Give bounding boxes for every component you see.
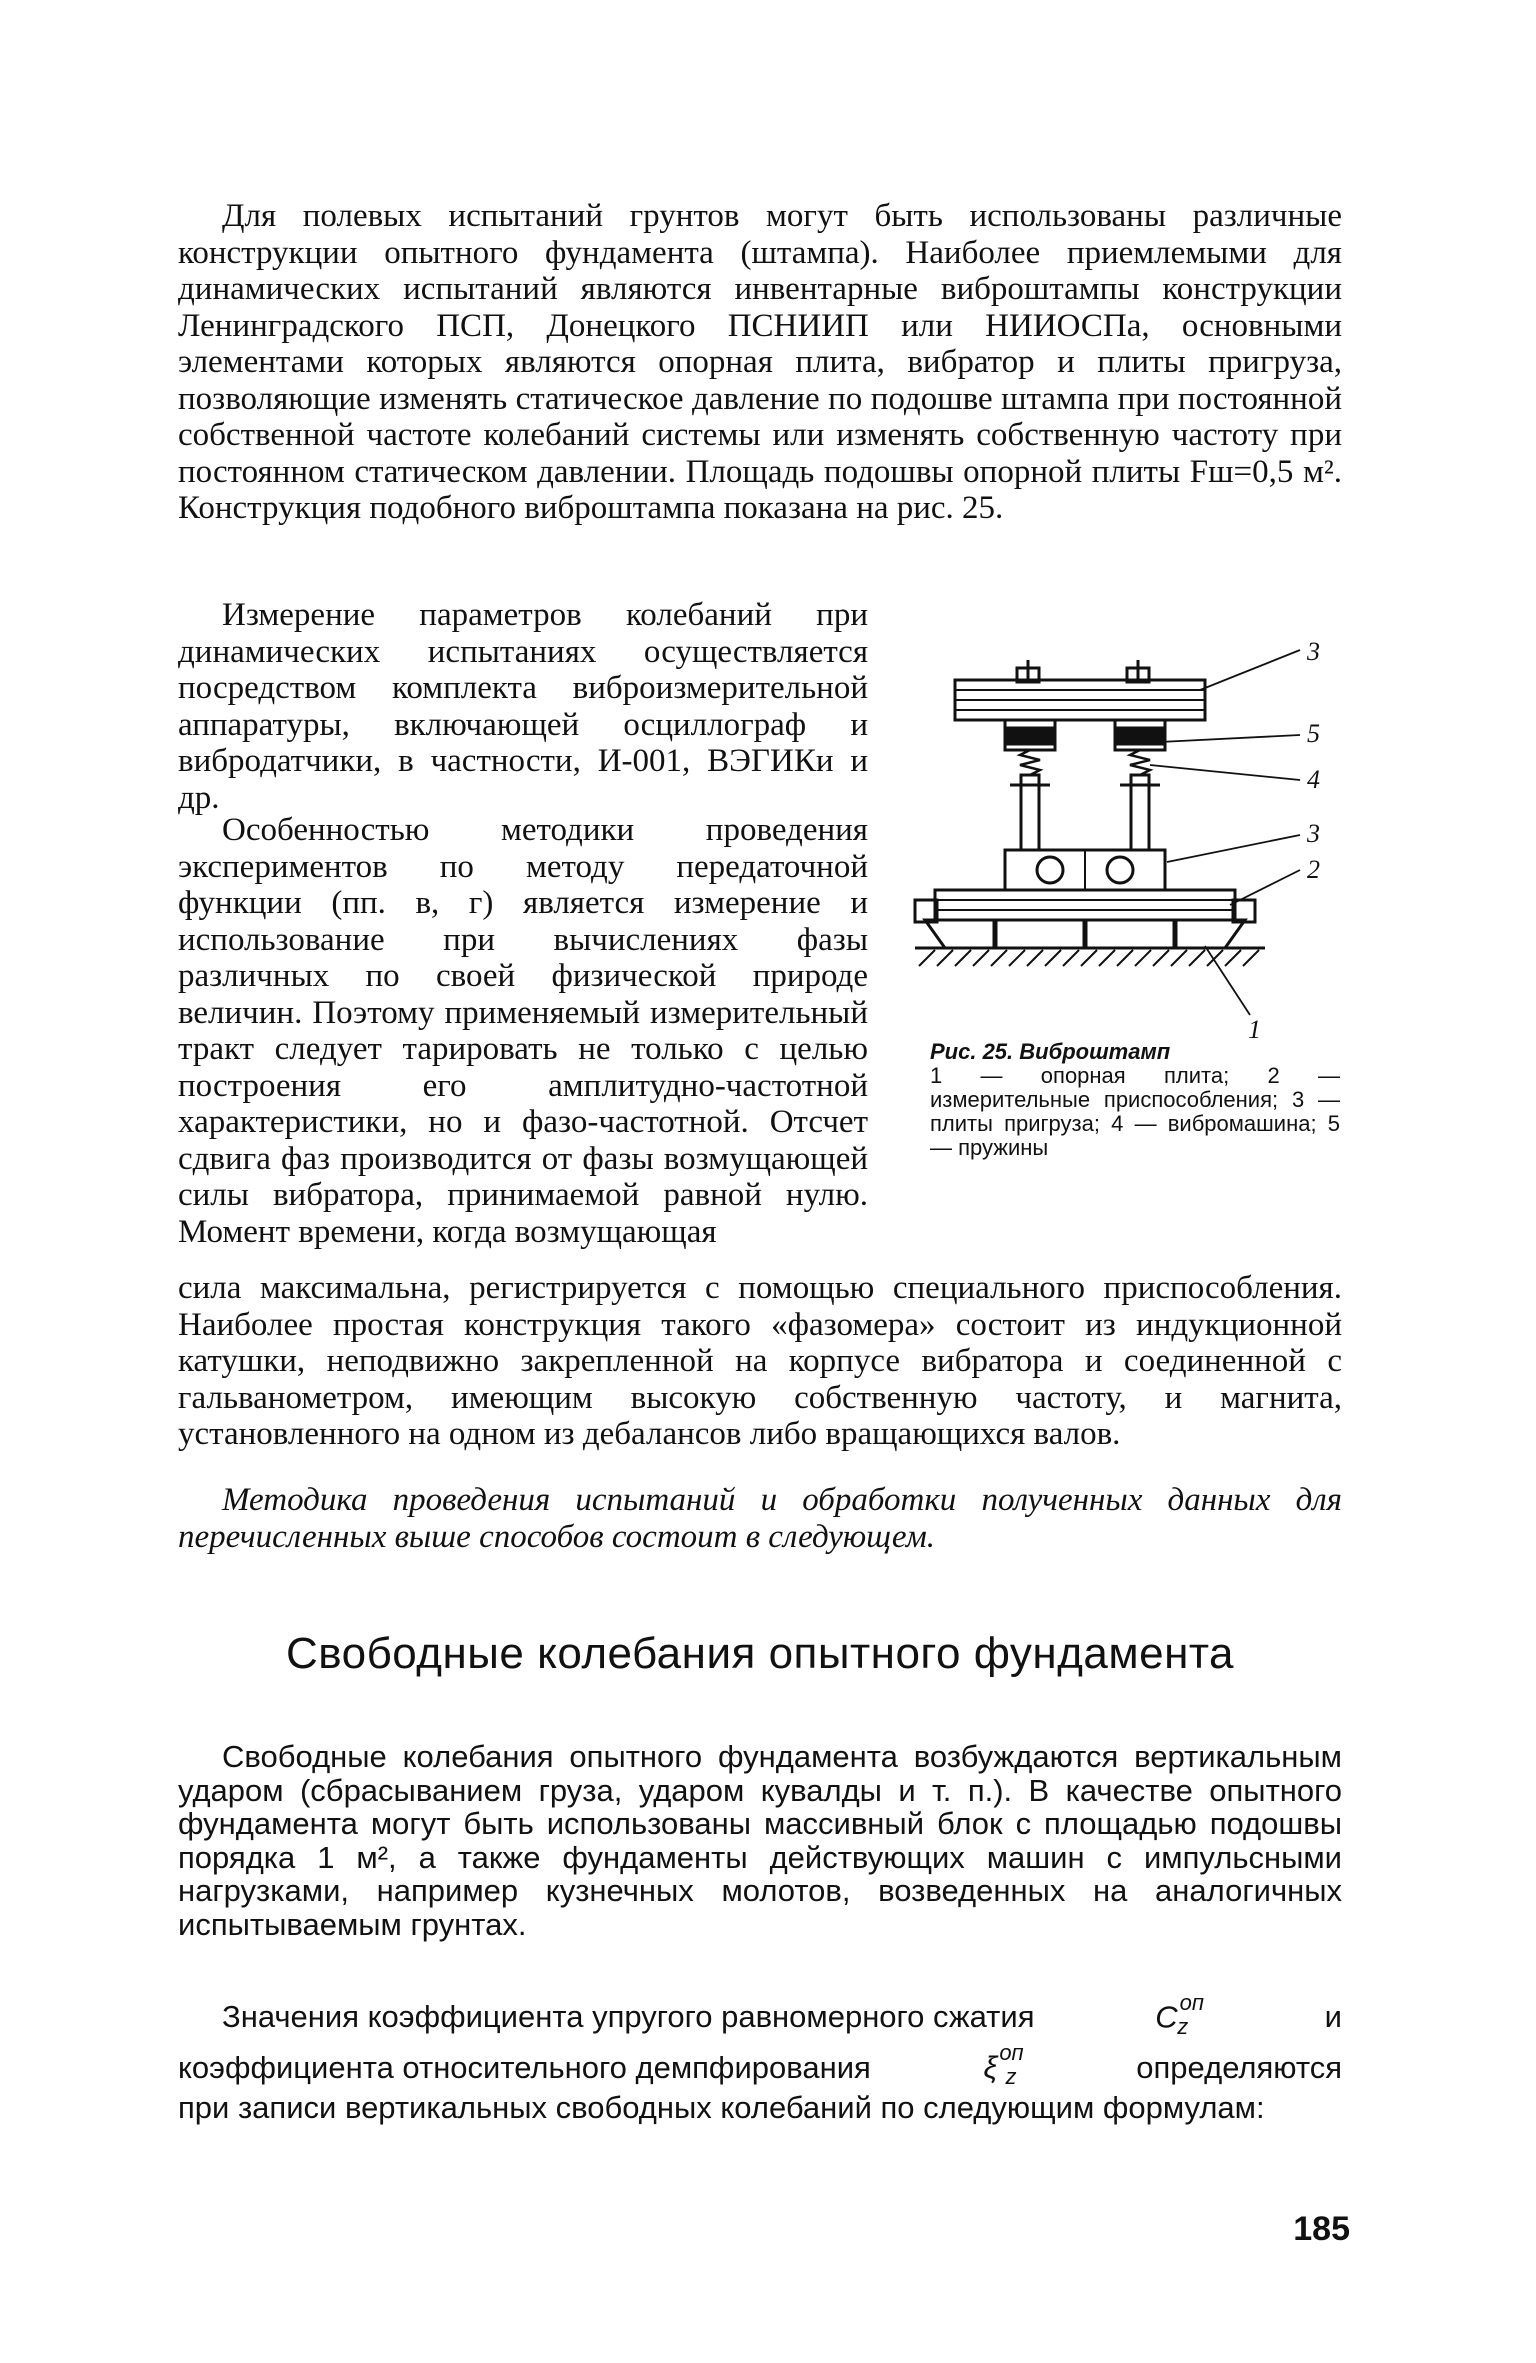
- symbol-xi-sup: оп: [999, 2040, 1024, 2066]
- paragraph-1-text: Для полевых испытаний грунтов могут быть использованы различные конструкции опытного фундамента (штампа). Наиболее приемлемыми для динамических испытаний являются инвентарные виброштампы конструкции Ленинградского ПСП, Донецкого ПСНИИП или НИИОСПа, основными элементами которых являются опорная плита, вибратор и плиты пригруза, позволяющие изменять статическое давление по подошве штампа при постоянной собственной частоте колебаний системы или изменять собственную частоту при постоянном статическом давлении. Площадь подошвы опорной плиты Fш=0,5 м². Конструкция подобного виброштампа показана на рис. 25.: [178, 198, 1342, 526]
- formula-line-1: [178, 1990, 1342, 2039]
- line-2-text: коэффициента относительного демпфирования: [178, 2049, 871, 2085]
- symbol-c-z-op: [1155, 1990, 1204, 2039]
- paragraph-3-continuation-text: сила максимальна, регистрируется с помощью специального приспособления. Наиболее простая конструкция такого «фазомера» состоит из индукционной катушки, неподвижно закрепленной на корпусе вибратора и соединенной с гальванометром, имеющим высокую собственную частоту, и магнита, установленного на одном из дебалансов либо вращающихся валов.: [178, 1270, 1342, 1452]
- symbol-xi-sub: z: [1005, 2064, 1017, 2090]
- label-2: 2: [1307, 855, 1320, 884]
- symbol-xi: ξ: [983, 2049, 998, 2085]
- section-heading: Свободные колебания опытного фундамента: [285, 1629, 1235, 1678]
- leader-lines: [1150, 650, 1300, 1015]
- lower-surcharge-plates: [915, 890, 1255, 922]
- line-3-text: при записи вертикальных свободных колебаний по следующим формулам:: [178, 2089, 1265, 2125]
- caption-text: 1 — опорная плита; 2 — измерительные приспособления; 3 — плиты пригруза; 4 — вибромашина; 5 — пружины: [930, 1063, 1340, 1160]
- paragraph-2-text: Измерение параметров колебаний при динамических испытаниях осуществляется посредством комплекта виброизмерительной аппаратуры, включающей осциллограф и вибродатчики, в частности, И-001, ВЭГИКи и др.: [178, 597, 868, 816]
- symbol-c-sup: оп: [1179, 1990, 1204, 2015]
- label-3-lower: 3: [1307, 819, 1320, 848]
- line-1-end: и: [1324, 1999, 1342, 2035]
- paragraph-5-text: Свободные колебания опытного фундамента возбуждаются вертикальным ударом (сбрасыванием груза, ударом кувалды и т. п.). В качестве опытного фундамента могут быть использованы массивный блок с площадью подошвы порядка 1 м², а также фундаменты действующих машин с импульсными нагрузками, например кузнечных молотов, возведенных на аналогичных испытываемым грунтах.: [178, 1739, 1342, 1942]
- paragraph-2: [178, 597, 868, 816]
- label-1: 1: [1248, 1015, 1261, 1044]
- symbol-c: C: [1155, 1999, 1178, 2035]
- label-3-top: 3: [1307, 637, 1320, 666]
- paragraph-5: [178, 1740, 1342, 1941]
- figure-labels: [1248, 637, 1320, 1044]
- paragraph-1: [178, 198, 1342, 527]
- rods: [1010, 775, 1160, 850]
- paragraph-4: [178, 1482, 1342, 1555]
- line-1-text: Значения коэффициента упругого равномерного сжатия: [222, 1999, 1035, 2035]
- paragraph-3-text: Особенностью методики проведения экспериментов по методу передаточной функции (пп. в, г) является измерение и использование при вычислениях фазы различных по своей физической природе величин. Поэтому применяемый измерительный тракт следует тарировать не только с целью построения его амплитудно-частотной характеристики, но и фазо-частотной. Отсчет сдвига фаз производится от фазы возмущающей силы вибратора, принимаемой равной нулю. Момент времени, когда возмущающая: [178, 812, 868, 1250]
- vibro-stamp-figure: [905, 630, 1345, 1050]
- figure-caption: [930, 1040, 1340, 1160]
- springs: [1020, 750, 1150, 775]
- caption-title: Рис. 25. Виброштамп: [930, 1039, 1171, 1064]
- paragraph-3-continuation: [178, 1270, 1342, 1453]
- label-5: 5: [1307, 719, 1320, 748]
- label-4: 4: [1307, 765, 1320, 794]
- formula-line-2: [178, 2040, 1342, 2090]
- line-2-end: определяются: [1136, 2049, 1342, 2085]
- paragraph-3: [178, 812, 868, 1250]
- spring-housings: [1005, 720, 1165, 750]
- symbol-c-sub: z: [1177, 2014, 1189, 2039]
- page-number: 185: [1293, 2210, 1350, 2248]
- symbol-xi-z-op: [983, 2040, 1024, 2090]
- top-surcharge-plates: [955, 660, 1205, 720]
- base-plate: [925, 920, 1245, 948]
- vibromachine: [1005, 850, 1165, 890]
- paragraph-6: [178, 1990, 1342, 2127]
- paragraph-4-text: Методика проведения испытаний и обработки полученных данных для перечисленных выше способов состоит в следующем.: [178, 1482, 1342, 1555]
